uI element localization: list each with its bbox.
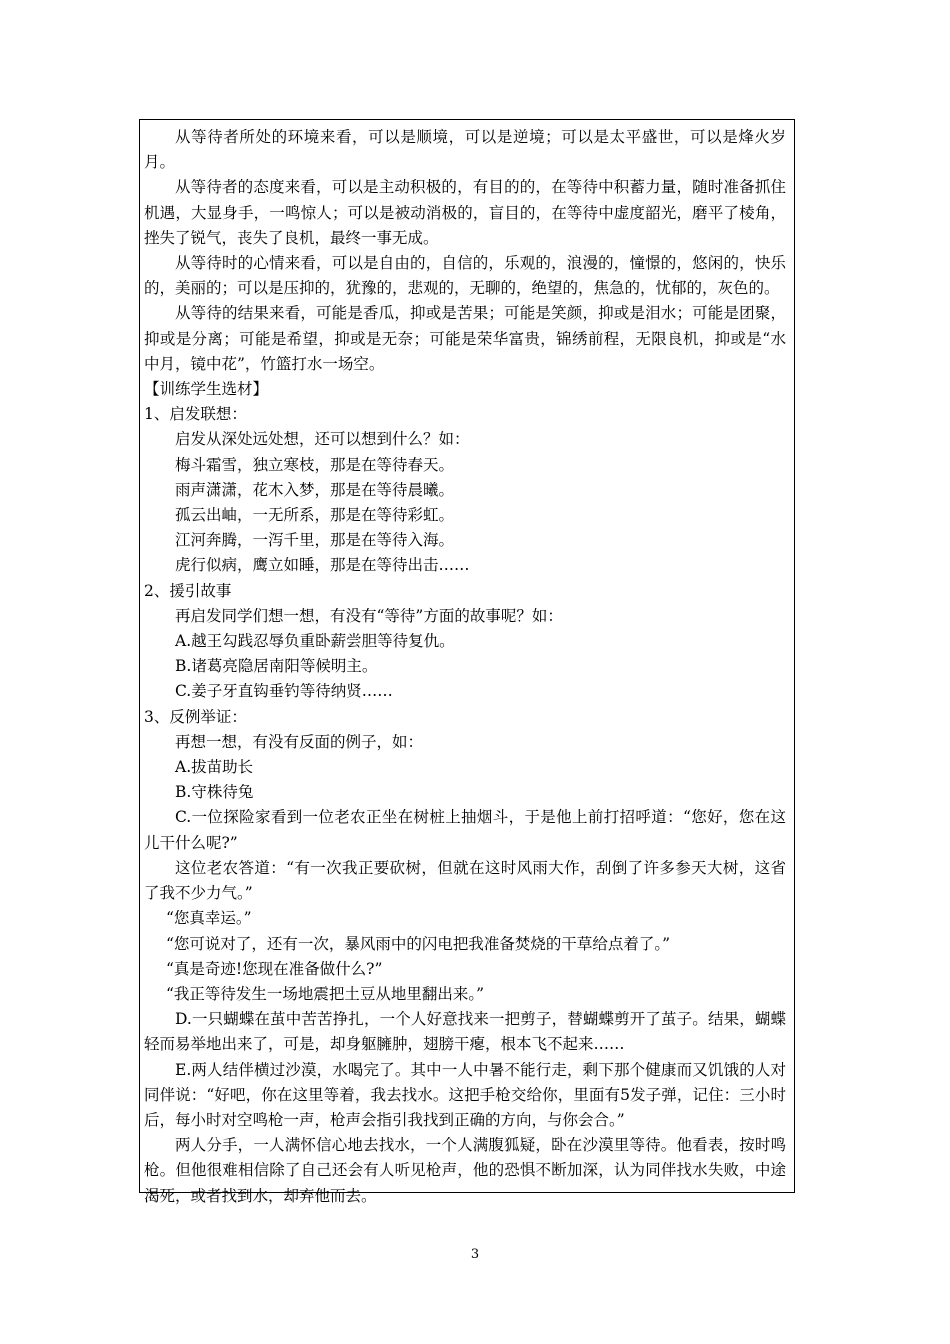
example-line: 虎行似病，鹰立如睡，那是在等待出击…… <box>175 556 470 575</box>
example-line: 梅斗霜雪，独立寒枝，那是在等待春天。 <box>175 455 455 474</box>
counterexample-item: E.两人结伴横过沙漠，水喝完了。其中一人中暑不能行走，剩下那个健康而又饥饿的人对同伴说：“好吧，你在这里等着，我去找水。这把手枪交给你，里面有5发子弹，记住：三小时后，每小时对空鸣枪一声，枪声会指引我找到正确的方向，与你会合。” <box>144 1060 786 1129</box>
section-heading-material: 【训练学生选材】 <box>144 380 269 399</box>
dialogue-line: “真是奇迹!您现在准备做什么?” <box>166 959 383 978</box>
example-line: 江河奔腾，一泻千里，那是在等待入海。 <box>175 531 455 550</box>
paragraph-prompt-association: 启发从深处远处想，还可以想到什么？如： <box>175 430 470 449</box>
counterexample-item: B.守株待兔 <box>175 783 254 802</box>
paragraph-attitude: 从等待者的态度来看，可以是主动积极的，有目的的，在等待中积蓄力量，随时准备抓住机遇，大显身手，一鸣惊人；可以是被动消极的，盲目的，在等待中虚度韶光，磨平了棱角，挫失了锐气，丧失了良机，最终一事无成。 <box>144 178 786 247</box>
story-item: A.越王勾践忍辱负重卧薪尝胆等待复仇。 <box>175 632 455 651</box>
example-line: 孤云出岫，一无所系，那是在等待彩虹。 <box>175 506 455 525</box>
dialogue-line: “您可说对了，还有一次，暴风雨中的闪电把我准备焚烧的干草给点着了。” <box>166 934 671 953</box>
counterexample-item: A.拔苗助长 <box>175 758 254 777</box>
subheading-counterexamples: 3、反例举证： <box>144 707 247 726</box>
counterexample-item: C.一位探险家看到一位老农正坐在树桩上抽烟斗，于是他上前打招呼道：“您好，您在这儿干什么呢?” <box>144 808 786 852</box>
dialogue-paragraph: 这位老农答道：“有一次我正要砍树，但就在这时风雨大作，刮倒了许多参天大树，这省了我不少力气。” <box>144 858 786 903</box>
page-number: 3 <box>470 1247 480 1262</box>
example-line: 雨声潇潇，花木入梦，那是在等待晨曦。 <box>175 480 455 499</box>
dialogue-line: “我正等待发生一场地震把土豆从地里翻出来。” <box>166 984 485 1003</box>
paragraph-mood: 从等待时的心情来看，可以是自由的，自信的，乐观的，浪漫的，憧憬的，悠闲的，快乐的，美丽的；可以是压抑的，犹豫的，悲观的，无聊的，绝望的，焦急的，忧郁的，灰色的。 <box>144 254 786 298</box>
content-table-cell <box>139 119 795 1205</box>
dialogue-line: “您真幸运。” <box>166 909 252 928</box>
paragraph-prompt-stories: 再启发同学们想一想，有没有“等待”方面的故事呢？如： <box>175 606 563 625</box>
paragraph-environment: 从等待者所处的环境来看，可以是顺境，可以是逆境；可以是太平盛世，可以是烽火岁月。 <box>144 128 786 172</box>
paragraph-result: 从等待的结果来看，可能是香瓜，抑或是苦果；可能是笑颜，抑或是泪水；可能是团聚，抑或是分离；可能是希望，抑或是无奈；可能是荣华富贵，锦绣前程，无限良机，抑或是“水中月，镜中花”，竹篮打水一场空。 <box>144 304 786 373</box>
story-paragraph: 两人分手，一人满怀信心地去找水，一个人满腹狐疑，卧在沙漠里等待。他看表，按时鸣枪。但他很难相信除了自己还会有人听见枪声，他的恐惧不断加深，认为同伴找水失败，中途渴死，或者找到水，却弃他而去。 <box>144 1136 786 1205</box>
subheading-stories: 2、援引故事 <box>144 581 232 600</box>
story-item: C.姜子牙直钩垂钓等待纳贤…… <box>175 682 393 701</box>
story-item: B.诸葛亮隐居南阳等候明主。 <box>175 657 378 676</box>
paragraph-prompt-counterexamples: 再想一想，有没有反面的例子，如： <box>175 732 424 751</box>
counterexample-item: D.一只蝴蝶在茧中苦苦挣扎，一个人好意找来一把剪子，替蝴蝶剪开了茧子。结果，蝴蝶轻而易举地出来了，可是，却身躯臃肿，翅膀干瘪，根本飞不起来…… <box>144 1010 786 1054</box>
subheading-association: 1、启发联想： <box>144 405 247 424</box>
